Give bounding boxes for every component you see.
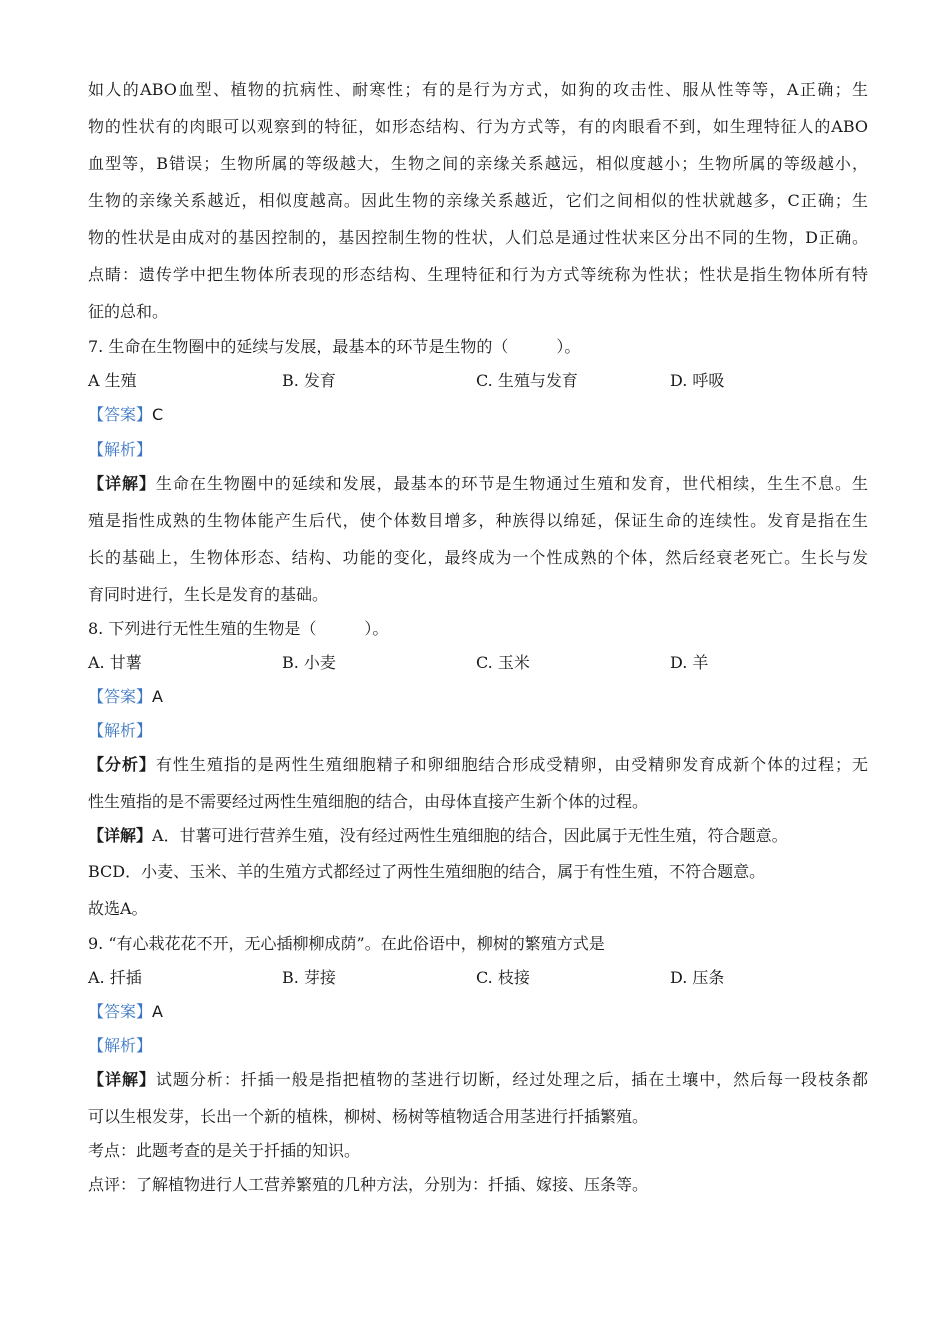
q8-detail-line-2: BCD．小麦、玉米、羊的生殖方式都经过了两性生殖细胞的结合，属于有性生殖，不符合题意。	[88, 862, 766, 881]
q9-kaodian: 考点：此题考查的是关于扦插的知识。	[88, 1141, 361, 1160]
q8-fenxi-line-2: 性生殖指的是不需要经过两性生殖细胞的结合，由母体直接产生新个体的过程。	[88, 792, 649, 811]
detail-text: 生命在生物圈中的延续和发展，最基本的环节是生物通过生殖和发育，世代相续，生生不息。生	[155, 474, 868, 493]
answer-label: 【答案】	[88, 405, 153, 424]
q7-answer	[88, 405, 868, 425]
q9-option-a: A. 扦插	[88, 968, 142, 987]
continuation-line-2: 物的性状有的肉眼可以观察到的特征，如形态结构、行为方式等，有的肉眼看不到，如生理特征人的ABO	[88, 117, 868, 136]
q8-stem: 8. 下列进行无性生殖的生物是（ ）。	[88, 619, 389, 638]
q8-option-c: C. 玉米	[476, 653, 530, 672]
continuation-line-7: 征的总和。	[88, 302, 169, 321]
q7-detail-line-2: 殖是指性成熟的生物体能产生后代，使个体数目增多，种族得以绵延，保证生命的连续性。发育是指在生	[88, 511, 868, 530]
fenxi-text: 有性生殖指的是两性生殖细胞精子和卵细胞结合形成受精卵，由受精卵发育成新个体的过程；无	[155, 755, 868, 774]
q7-option-b: B. 发育	[282, 371, 336, 390]
q9-detail-line-1	[88, 1070, 868, 1090]
answer-label: 【答案】	[88, 1002, 153, 1021]
answer-value: A	[152, 1002, 163, 1021]
detail-label: 【详解】	[88, 474, 156, 493]
answer-value: A	[152, 687, 163, 706]
q8-option-a: A. 甘薯	[88, 653, 142, 672]
q9-analysis-label: 【解析】	[88, 1036, 153, 1055]
q7-analysis-label: 【解析】	[88, 440, 153, 459]
q9-dianping: 点评：了解植物进行人工营养繁殖的几种方法，分别为：扦插、嫁接、压条等。	[88, 1175, 649, 1194]
q9-stem: 9. “有心栽花花不开，无心插柳柳成荫”。在此俗语中，柳树的繁殖方式是	[88, 934, 605, 953]
detail-text: A．甘薯可进行营养生殖，没有经过两性生殖细胞的结合，因此属于无性生殖，符合题意。	[152, 826, 788, 845]
answer-label: 【答案】	[88, 687, 153, 706]
q7-option-a: A 生殖	[88, 371, 137, 390]
q9-option-d: D. 压条	[670, 968, 725, 987]
q8-option-b: B. 小麦	[282, 653, 336, 672]
continuation-line-6: 点睛：遗传学中把生物体所表现的形态结构、生理特征和行为方式等统称为性状；性状是指生物体所有特	[88, 265, 868, 284]
q7-detail-line-4: 育同时进行，生长是发育的基础。	[88, 585, 329, 604]
q8-detail-line-3: 故选A。	[88, 899, 148, 918]
q9-option-c: C. 枝接	[476, 968, 530, 987]
continuation-line-1: 如人的ABO血型、植物的抗病性、耐寒性；有的是行为方式，如狗的攻击性、服从性等等，A正确；生	[88, 80, 868, 99]
q7-option-c: C. 生殖与发育	[476, 371, 578, 390]
continuation-line-4: 生物的亲缘关系越近，相似度越高。因此生物的亲缘关系越近，它们之间相似的性状就越多，C正确；生	[88, 191, 868, 210]
fenxi-label: 【分析】	[88, 755, 156, 774]
q7-detail-line-1	[88, 474, 868, 494]
q8-option-d: D. 羊	[670, 653, 709, 672]
answer-value: C	[152, 405, 164, 424]
q8-detail-line-1	[88, 826, 868, 846]
q9-answer	[88, 1002, 868, 1022]
continuation-line-5: 物的性状是由成对的基因控制的，基因控制生物的性状，人们总是通过性状来区分出不同的生物，D正确。	[88, 228, 868, 247]
q8-answer	[88, 687, 868, 707]
continuation-line-3: 血型等，B错误；生物所属的等级越大，生物之间的亲缘关系越远，相似度越小；生物所属的等级越小，	[88, 154, 868, 173]
detail-text: 试题分析：扦插一般是指把植物的茎进行切断，经过处理之后，插在土壤中，然后每一段枝条都	[155, 1070, 868, 1089]
detail-label: 【详解】	[88, 826, 153, 845]
q9-detail-line-2: 可以生根发芽，长出一个新的植株，柳树、杨树等植物适合用茎进行扦插繁殖。	[88, 1107, 649, 1126]
detail-label: 【详解】	[88, 1070, 156, 1089]
q9-option-b: B. 芽接	[282, 968, 336, 987]
q8-analysis-label: 【解析】	[88, 721, 153, 740]
q8-fenxi-line-1	[88, 755, 868, 775]
q7-stem: 7. 生命在生物圈中的延续与发展，最基本的环节是生物的（ ）。	[88, 337, 581, 356]
q7-option-d: D. 呼吸	[670, 371, 725, 390]
q7-detail-line-3: 长的基础上，生物体形态、结构、功能的变化，最终成为一个性成熟的个体，然后经衰老死亡。生长与发	[88, 548, 868, 567]
